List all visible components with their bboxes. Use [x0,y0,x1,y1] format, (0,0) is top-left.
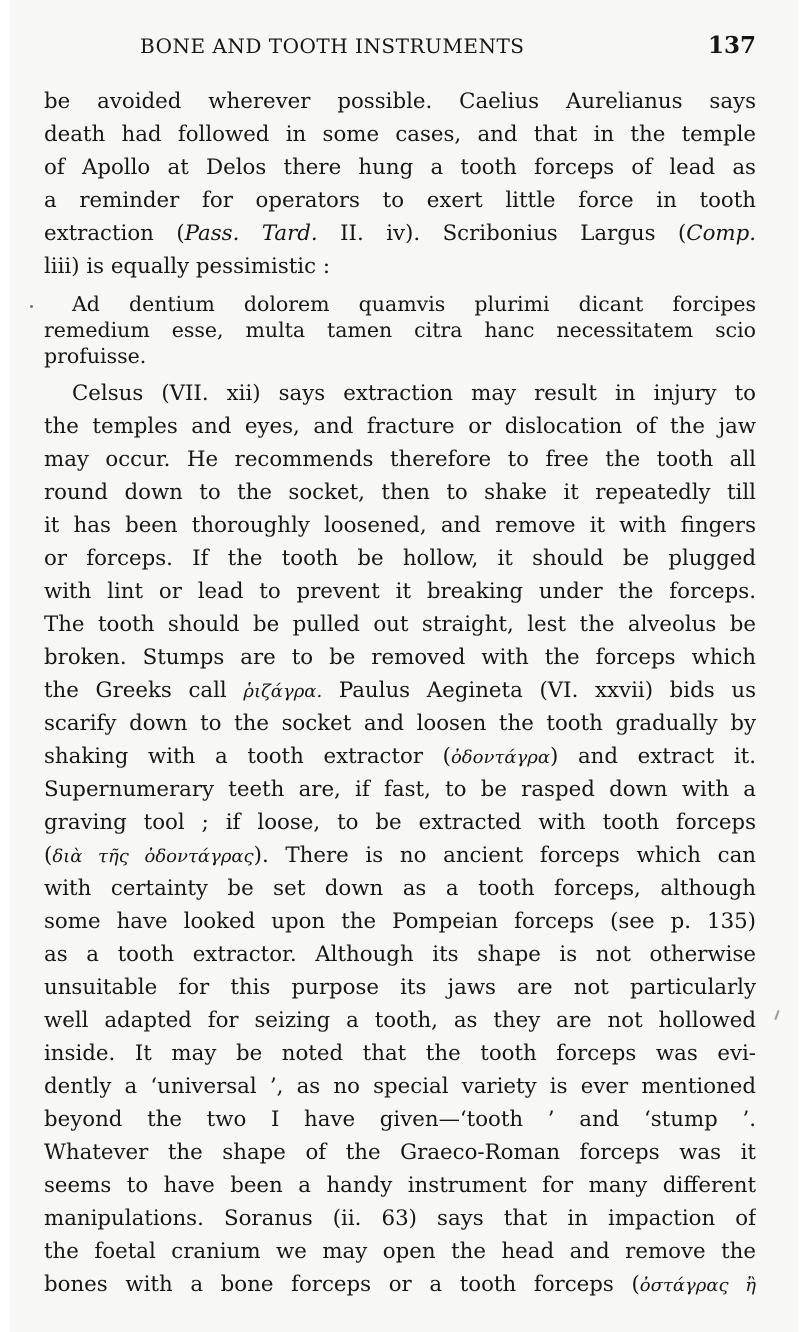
quote-line: Ad dentium dolorem quamvis plurimi dicant forcipes [72,292,756,316]
text-run: extraction ( [44,221,185,246]
text-line: The tooth should be pulled out straight, lest the alveolus be [44,612,756,637]
running-head: BONE AND TOOTH INSTRUMENTS [140,34,525,58]
scan-margin [0,0,10,1332]
text-run: shaking with a tooth extractor ( [44,744,451,769]
text-line: the foetal cranium we may open the head and remove the [44,1239,756,1264]
greek-term: ὀδοντάγρα [450,747,551,768]
text-line: scarify down to the socket and loosen the tooth gradually by [44,711,756,736]
text-line: seems to have been a handy instrument for many different [44,1173,756,1198]
text-line: unsuitable for this purpose its jaws are not particularly [44,975,756,1000]
text-line: manipulations. Soranus (ii. 63) says that in impaction of [44,1206,756,1231]
page-header [44,30,756,70]
text-line [44,1268,756,1301]
text-line: with lint or lead to prevent it breaking under the forceps. [44,579,756,604]
greek-term: ῥιζάγρα. [243,681,323,702]
text-line [44,740,756,773]
text-line: graving tool ; if loose, to be extracted with tooth forceps [44,810,756,835]
page-number: 137 [707,32,756,59]
text-line: it has been thoroughly loosened, and remove it with fingers [44,513,756,538]
greek-term: διὰ τῆς ὀδοντάγρας [52,846,254,867]
text-run: ). There is no ancient forceps which can [253,843,756,868]
text-line [44,217,756,250]
text-line: be avoided wherever possible. Caelius Aurelianus says [44,89,756,114]
text-line: a reminder for operators to exert little force in tooth [44,188,756,213]
text-line: round down to the socket, then to shake it repeatedly till [44,480,756,505]
text-line: with certainty be set down as a tooth forceps, although [44,876,756,901]
text-line: inside. It may be noted that the tooth forceps was evi- [44,1041,756,1066]
text-line: Whatever the shape of the Graeco-Roman forceps was it [44,1140,756,1165]
text-line: of Apollo at Delos there hung a tooth forceps of lead as [44,155,756,180]
scan-speck [30,305,33,308]
text-line: the temples and eyes, and fracture or dislocation of the jaw [44,414,756,439]
text-line: dently a ‘universal ’, as no special variety is ever mentioned [44,1074,756,1099]
greek-term: ὀστάγρας ἢ [639,1275,756,1296]
text-run: the Greeks call [44,678,244,703]
text-run: ) and extract it. [550,744,756,769]
text-line: well adapted for seizing a tooth, as they are not hollowed [44,1008,756,1033]
quote-line: remedium esse, multa tamen citra hanc necessitatem scio [44,318,756,342]
text-run: Paulus Aegineta (VI. xxvii) bids us [322,678,756,703]
text-line: liii) is equally pessimistic : [44,254,330,279]
text-line [44,839,756,872]
citation-italic: Pass. Tard. [184,221,318,246]
text-line: Celsus (VII. xii) says extraction may result in injury to [72,381,756,406]
text-line: death had followed in some cases, and that in the temple [44,122,756,147]
text-line: some have looked upon the Pompeian forceps (see p. 135) [44,909,756,934]
block-quote [44,291,756,369]
body-text [44,85,756,1301]
text-line: as a tooth extractor. Although its shape is not otherwise [44,942,756,967]
text-run: II. iv). Scribonius Largus ( [317,221,687,246]
text-run: ( [44,843,53,868]
text-line: Supernumerary teeth are, if fast, to be rasped down with a [44,777,756,802]
citation-italic: Comp. [686,221,756,246]
text-line: or forceps. If the tooth be hollow, it should be plugged [44,546,756,571]
quote-line: profuisse. [44,344,147,368]
text-line: may occur. He recommends therefore to free the tooth all [44,447,756,472]
text-line: broken. Stumps are to be removed with the forceps which [44,645,756,670]
text-run: bones with a bone forceps or a tooth forceps ( [44,1272,640,1297]
text-line: beyond the two I have given—‘tooth ’ and ‘stump ’. [44,1107,756,1132]
text-line [44,674,756,707]
